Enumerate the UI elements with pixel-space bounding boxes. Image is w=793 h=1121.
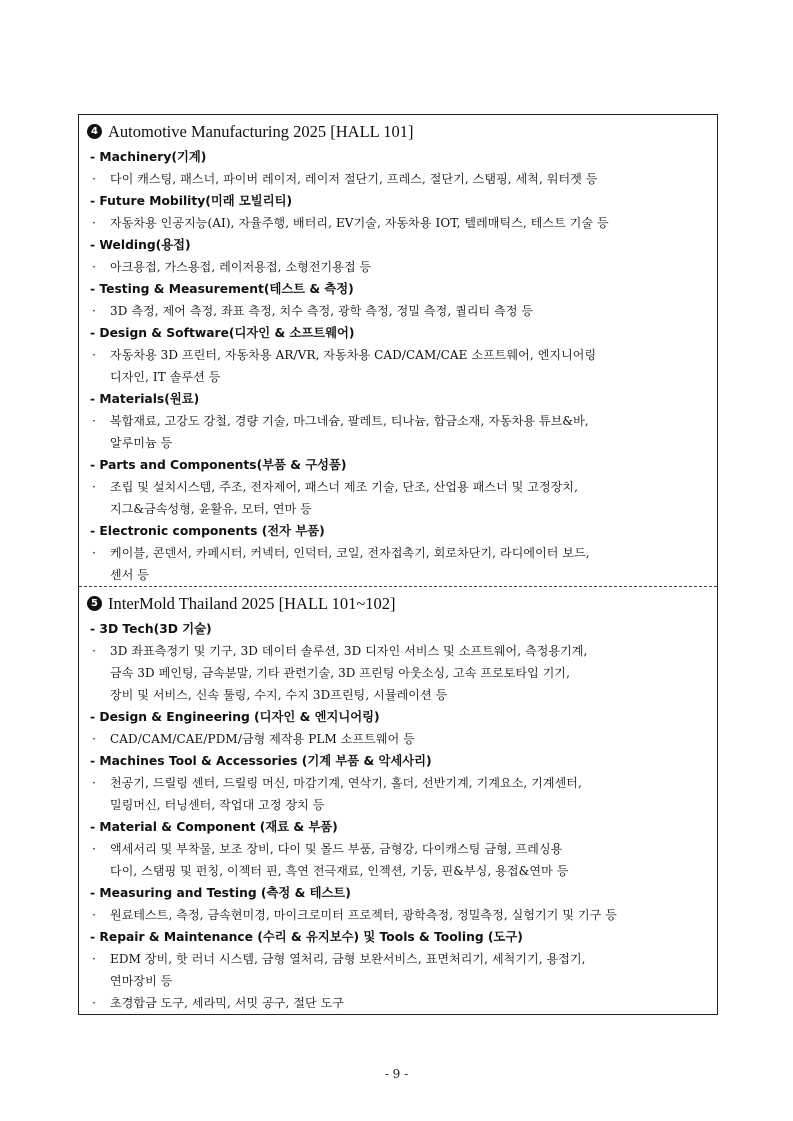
bullet-line: 알루미늄 등	[110, 436, 173, 450]
category-heading: - Machinery(기계)	[90, 150, 207, 164]
category-heading: - Electronic components (전자 부품)	[90, 524, 325, 538]
bullet-item	[87, 344, 709, 388]
bullet-line: 3D 측정, 제어 측정, 좌표 측정, 치수 측정, 광학 측정, 정밀 측정, 퀄리티 측정 등	[110, 304, 534, 318]
bullet-text	[110, 992, 709, 1014]
category-heading: - Materials(원료)	[90, 392, 200, 406]
bullet-item	[87, 410, 709, 454]
bullet-item	[87, 476, 709, 520]
bullet-dot-icon: ·	[92, 996, 96, 1010]
category-heading: - Parts and Components(부품 & 구성품)	[90, 458, 347, 472]
bullet-dot-icon: ·	[92, 414, 96, 428]
bullet-line: 3D 좌표측정기 및 기구, 3D 데이터 솔루션, 3D 디자인 서비스 및 소프트웨어, 측정용기계,	[110, 644, 588, 658]
bullet-item	[87, 168, 709, 190]
category-heading: - Future Mobility(미래 모빌리티)	[90, 194, 293, 208]
category-heading: - Measuring and Testing (측정 & 테스트)	[90, 886, 351, 900]
bullet-text	[110, 212, 709, 234]
bullet-item	[87, 992, 709, 1014]
bullet-text	[110, 168, 709, 190]
bullet-dot-icon: ·	[92, 908, 96, 922]
bullet-text	[110, 344, 709, 388]
bullet-dot-icon: ·	[92, 842, 96, 856]
bullet-line: 복합재료, 고강도 강철, 경량 기술, 마그네슘, 팔레트, 티나늄, 합금소재, 자동차용 튜브&바,	[110, 414, 589, 428]
section-intermold	[79, 586, 717, 1014]
bullet-line: 자동차용 인공지능(AI), 자율주행, 배터리, EV기술, 자동차용 IOT, 텔레매틱스, 테스트 기술 등	[110, 216, 609, 230]
bullet-item	[87, 728, 709, 750]
bullet-text	[110, 410, 709, 454]
bullet-item	[87, 948, 709, 992]
category-heading: - Welding(용접)	[90, 238, 191, 252]
category-heading: - Design & Engineering (디자인 & 엔지니어링)	[90, 710, 380, 724]
number-badge: 4	[87, 124, 102, 139]
bullet-text	[110, 640, 709, 706]
bullet-dot-icon: ·	[92, 480, 96, 494]
bullet-line: 금속 3D 페인팅, 금속분말, 기타 관련기술, 3D 프린팅 아웃소싱, 고속 프로토타입 기기,	[110, 666, 570, 680]
bullet-dot-icon: ·	[92, 644, 96, 658]
bullet-text	[110, 948, 709, 992]
category-list	[87, 618, 709, 1014]
bullet-line: 다이, 스탬핑 및 펀칭, 이젝터 핀, 흑연 전극재료, 인젝션, 기둥, 핀&부싱, 용접&연마 등	[110, 864, 569, 878]
bullet-text	[110, 476, 709, 520]
bullet-text	[110, 542, 709, 586]
bullet-dot-icon: ·	[92, 776, 96, 790]
bullet-line: CAD/CAM/CAE/PDM/금형 제작용 PLM 소프트웨어 등	[110, 732, 415, 746]
category-heading: - Testing & Measurement(테스트 & 측정)	[90, 282, 354, 296]
bullet-line: 천공기, 드릴링 센터, 드릴링 머신, 마감기계, 연삭기, 홀더, 선반기계, 기계요소, 기계센터,	[110, 776, 582, 790]
bullet-dot-icon: ·	[92, 172, 96, 186]
bullet-item	[87, 838, 709, 882]
bullet-line: EDM 장비, 핫 러너 시스템, 금형 열처리, 금형 보완서비스, 표면처리기, 세척기기, 용접기,	[110, 952, 586, 966]
bullet-item	[87, 300, 709, 322]
bullet-line: 조립 및 설치시스템, 주조, 전자제어, 패스너 제조 기술, 단조, 산업용 패스너 및 고정장치,	[110, 480, 578, 494]
bullet-line: 초경합금 도구, 세라믹, 서밋 공구, 절단 도구	[110, 996, 344, 1010]
bullet-text	[110, 838, 709, 882]
bullet-item	[87, 256, 709, 278]
number-badge: 5	[87, 596, 102, 611]
bullet-item	[87, 542, 709, 586]
bullet-text	[110, 904, 709, 926]
bullet-text	[110, 772, 709, 816]
bullet-line: 아크용접, 가스용접, 레이저용접, 소형전기용접 등	[110, 260, 372, 274]
bullet-line: 연마장비 등	[110, 974, 173, 988]
bullet-line: 자동차용 3D 프린터, 자동차용 AR/VR, 자동차용 CAD/CAM/CAE 소프트웨어, 엔지니어링	[110, 348, 597, 362]
bullet-line: 액세서리 및 부착물, 보조 장비, 다이 및 몰드 부품, 금형강, 다이캐스팅 금형, 프레싱용	[110, 842, 563, 856]
bullet-dot-icon: ·	[92, 732, 96, 746]
section-title-text: Automotive Manufacturing 2025 [HALL 101]	[108, 121, 414, 141]
bullet-line: 장비 및 서비스, 신속 툴링, 수지, 수지 3D프린팅, 시뮬레이션 등	[110, 688, 448, 702]
bullet-item	[87, 640, 709, 706]
bullet-dot-icon: ·	[92, 304, 96, 318]
bullet-dot-icon: ·	[92, 546, 96, 560]
bullet-item	[87, 904, 709, 926]
bullet-dot-icon: ·	[92, 260, 96, 274]
bullet-line: 다이 캐스팅, 패스너, 파이버 레이저, 레이저 절단기, 프레스, 절단기, 스탬핑, 세척, 워터젯 등	[110, 172, 598, 186]
category-heading: - Machines Tool & Accessories (기계 부품 & 악세사리)	[90, 754, 432, 768]
bullet-text	[110, 300, 709, 322]
category-heading: - Repair & Maintenance (수리 & 유지보수) 및 Tools & Tooling (도구)	[90, 930, 523, 944]
bullet-line: 센서 등	[110, 568, 149, 582]
page-number: - 9 -	[384, 1067, 409, 1081]
category-list	[87, 146, 709, 586]
bullet-item	[87, 212, 709, 234]
bullet-dot-icon: ·	[92, 348, 96, 362]
section-title	[87, 589, 709, 618]
category-heading: - Material & Component (재료 & 부품)	[90, 820, 338, 834]
bullet-text	[110, 256, 709, 278]
section-title-text: InterMold Thailand 2025 [HALL 101~102]	[108, 593, 396, 613]
bullet-line: 디자인, IT 솔루션 등	[110, 370, 221, 384]
bullet-line: 밀링머신, 터닝센터, 작업대 고정 장치 등	[110, 798, 325, 812]
category-heading: - Design & Software(디자인 & 소프트웨어)	[90, 326, 355, 340]
bullet-dot-icon: ·	[92, 952, 96, 966]
content-box	[78, 114, 718, 1015]
section-title	[87, 117, 709, 146]
category-heading: - 3D Tech(3D 기술)	[90, 622, 212, 636]
section-automotive	[79, 115, 717, 586]
bullet-text	[110, 728, 709, 750]
bullet-dot-icon: ·	[92, 216, 96, 230]
bullet-line: 케이블, 콘덴서, 카페시터, 커넥터, 인덕터, 코일, 전자접촉기, 회로차단기, 라디에이터 보드,	[110, 546, 590, 560]
bullet-line: 원료테스트, 측정, 금속현미경, 마이크로미터 프로젝터, 광학측정, 정밀측정, 실험기기 및 기구 등	[110, 908, 617, 922]
bullet-line: 지그&금속성형, 윤활유, 모터, 연마 등	[110, 502, 312, 516]
bullet-item	[87, 772, 709, 816]
